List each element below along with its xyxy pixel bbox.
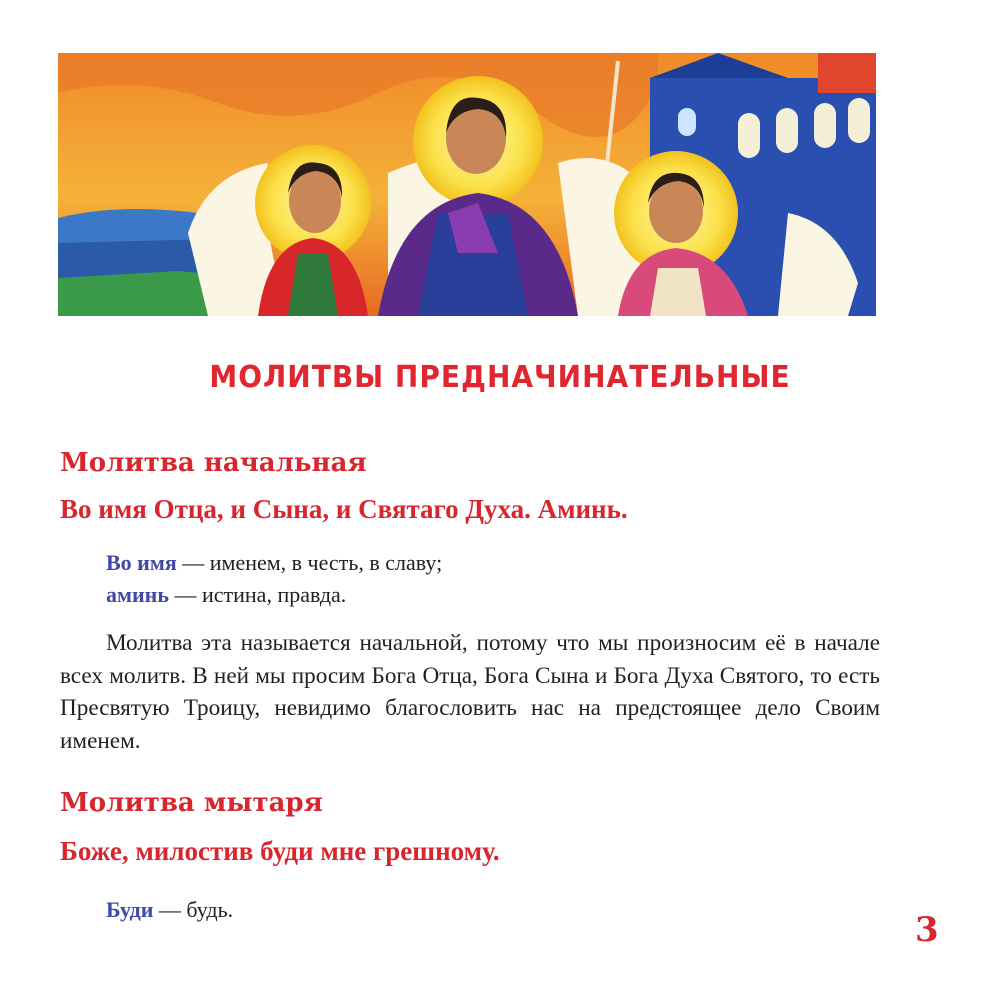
section-title-opening-prayer: Молитва начальная (60, 448, 367, 478)
opening-prayer-explanation: Молитва эта называется начальной, потому что мы произносим её в начале всех молитв. В ней мы просим Бога Отца, Бога Сына и Бога Духа Святого, то есть Пресвятую Троицу, невидимо благословить нас на предстоящее дело Своим именем. (60, 630, 880, 754)
glossary-term: Во имя (106, 550, 177, 575)
glossary-definition: — истина, правда. (168, 582, 347, 607)
opening-prayer-text: Во имя Отца, и Сына, и Святаго Духа. Аминь. (60, 494, 628, 524)
page-title: МОЛИТВЫ ПРЕДНАЧИНАТЕЛЬНЫЕ (209, 358, 791, 395)
glossary-entry (106, 548, 442, 578)
glossary-definition: — будь. (153, 897, 234, 922)
section-title-publican-prayer: Молитва мытаря (60, 788, 323, 818)
glossary-definition: — именем, в честь, в славу; (176, 550, 443, 575)
page-number: 3 (915, 910, 939, 950)
glossary-term: аминь (106, 582, 169, 607)
glossary-entry (106, 580, 346, 610)
glossary-entry (106, 895, 233, 925)
glossary-term: Буди (106, 897, 154, 922)
publican-prayer-text: Боже, милостив буди мне грешному. (60, 836, 500, 866)
trinity-angels-illustration (58, 53, 876, 316)
